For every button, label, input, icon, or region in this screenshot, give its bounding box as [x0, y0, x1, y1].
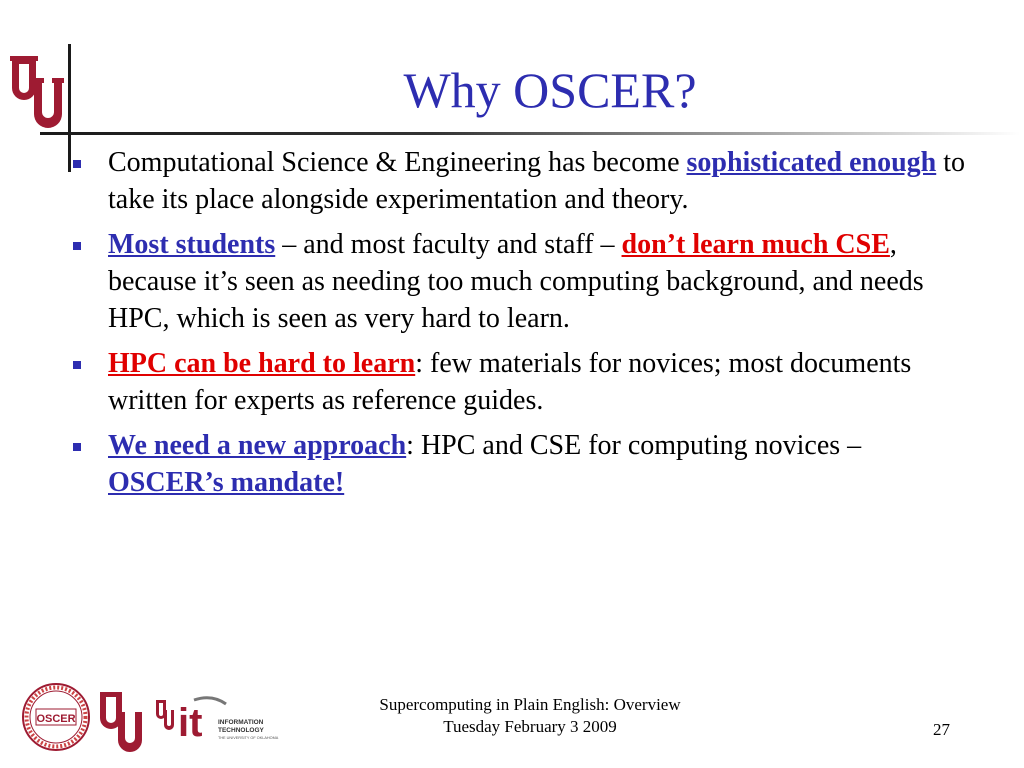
- bullet-list: [70, 144, 970, 509]
- highlight-text: HPC can be hard to learn: [108, 348, 416, 379]
- footer-line2: Tuesday February 3 2009: [443, 717, 617, 736]
- highlight-text: Most students: [108, 229, 276, 260]
- bullet-text-segment: – and most faculty and staff –: [275, 229, 622, 260]
- highlight-text: sophisticated enough: [686, 147, 937, 178]
- highlight-text: We need a new approach: [108, 430, 407, 461]
- seal-text: OSCER: [36, 713, 76, 725]
- page-number: 27: [933, 720, 950, 739]
- bullet-square-icon: [73, 242, 81, 250]
- frame-horizontal-line: [40, 132, 1020, 135]
- bullet-item: [70, 226, 970, 337]
- it-line3: THE UNIVERSITY OF OKLAHOMA: [218, 736, 279, 740]
- highlight-text: OSCER’s mandate!: [108, 467, 345, 498]
- bullet-text-segment: : HPC and CSE for computing novices –: [406, 430, 862, 461]
- it-text: it: [178, 701, 203, 745]
- bullet-item: [70, 427, 970, 501]
- bullet-text: [108, 348, 911, 416]
- footer-line1: Supercomputing in Plain English: Overview: [379, 695, 681, 714]
- bullet-text: [108, 147, 965, 215]
- slide-title: Why OSCER?: [403, 62, 697, 118]
- bullet-item: [70, 144, 970, 218]
- bullet-text-segment: , because it’s seen as needing too much computing background, and needs HPC, which is seen as very hard to learn.: [108, 229, 924, 334]
- bullet-text: [108, 430, 861, 498]
- bullet-text-segment: to take its place alongside experimentation and theory.: [108, 147, 965, 215]
- bullet-square-icon: [73, 160, 81, 168]
- it-line1: INFORMATION: [218, 719, 264, 726]
- bullet-square-icon: [73, 443, 81, 451]
- bullet-item: [70, 345, 970, 419]
- oscer-seal-icon: [23, 684, 89, 750]
- ou-monogram-icon: [100, 692, 142, 752]
- ou-logo-icon: [8, 52, 68, 136]
- bullet-square-icon: [73, 361, 81, 369]
- footer-logos: [20, 682, 290, 752]
- bullet-text: [108, 229, 924, 334]
- highlight-text: don’t learn much CSE: [621, 229, 890, 260]
- bullet-text-segment: : few materials for novices; most documents written for experts as reference guides.: [108, 348, 912, 416]
- it-logo-icon: [156, 698, 279, 745]
- it-line2: TECHNOLOGY: [218, 727, 264, 734]
- bullet-text-segment: Computational Science & Engineering has become: [108, 147, 687, 178]
- footer-text: [330, 694, 730, 738]
